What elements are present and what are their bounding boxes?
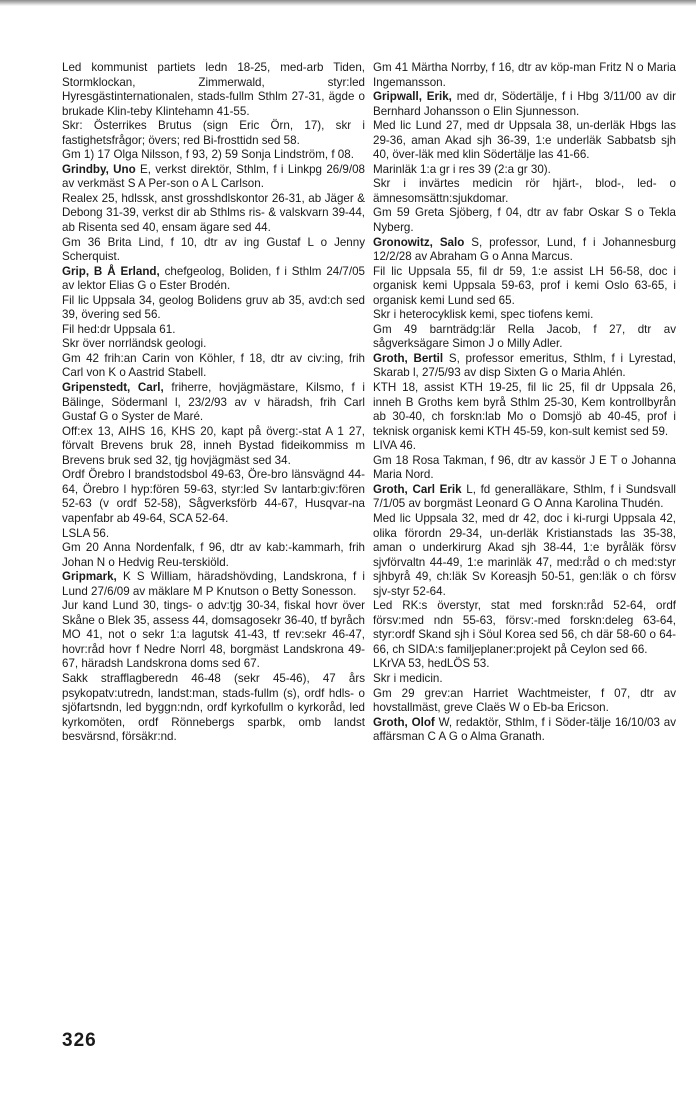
entry-paragraph [62, 570, 365, 599]
entry-paragraph [62, 672, 365, 745]
entry-text: Skr i invärtes medicin rör hjärt-, blod-, led- o ämnesomsättn:sjukdomar. [373, 177, 676, 205]
entry-name: Groth, Olof [373, 715, 435, 729]
entry-text: Skr i heterocyklisk kemi, spec tiofens kemi. [373, 308, 594, 322]
entry-text: Gm 41 Märtha Norrby, f 16, dtr av köp-man Fritz N o Maria Ingemansson. [373, 61, 676, 89]
entry-text: Skr över norrländsk geologi. [62, 337, 207, 351]
entry-paragraph [373, 352, 676, 381]
entry-text: Skr i medicin. [373, 671, 443, 685]
entry-text: Ordf Örebro l brandstodsbol 49-63, Öre-bro länsvägnd 44-64, Örebro l hyp:fören 59-63, styr:led Sv lantarb:giv:fören 52-63 (v ordf 52-58), Sågverksförb 44-67, Husqvar-na vapenfabr ab 49-64, SCA 52-64. [62, 468, 365, 525]
entry-text: Marinläk 1:a gr i res 39 (2:a gr 30). [373, 162, 551, 176]
entry-paragraph [373, 439, 676, 454]
entry-paragraph [62, 323, 365, 338]
entry-text: LSLA 56. [62, 526, 110, 540]
entry-text: Gm 18 Rosa Takman, f 96, dtr av kassör J E T o Johanna Maria Nord. [373, 453, 676, 482]
entry-text: Realex 25, hdlssk, anst grosshdlskontor 26-31, ab Jäger & Debong 31-39, verkst dir ab Sthlms ris- & valskvarn 39-44, ab Risenta sed 40, ensam ägare sed 44. [62, 191, 365, 235]
entry-text: Fil hed:dr Uppsala 61. [62, 322, 176, 336]
entry-paragraph [373, 381, 676, 439]
entry-name: Gripmark, [62, 570, 117, 584]
entry-paragraph [62, 119, 365, 148]
entry-text: Led RK:s överstyr, stat med forskn:råd 52-64, ordf försv:med ndn 55-63, försv:-med forskn:deleg 63-64, styr:ordf Skand sjh i Söul Korea sed 56, ch där 58-60 o 64-66, ch SIDA:s familjeplaner:projekt på Ceylon sed 66. [373, 599, 676, 656]
entry-paragraph [62, 61, 365, 119]
entry-text: W, redaktör, Sthlm, f i Söder-tälje 16/10/03 av affärsman C A G o Alma Granath. [373, 715, 677, 744]
entry-paragraph [373, 454, 676, 483]
entry-paragraph [373, 716, 676, 745]
entry-text: Jur kand Lund 30, tings- o adv:tjg 30-34, fiskal hovr över Skåne o Blek 35, assess 44, domsagosekr 36-40, tf byråch MO 41, not o sekr 1:a lagutsk 41-43, tf rev:sekr 46-47, hovr:råd hovr f Nedre Norrl 48, borgmäst Landskrona 49-67, häradsh Landskrona doms sed 67. [62, 599, 365, 671]
right-column [373, 61, 676, 745]
entry-text: Gm 59 Greta Sjöberg, f 04, dtr av fabr Oskar S o Tekla Nyberg. [373, 206, 676, 235]
entry-paragraph [373, 483, 676, 512]
entry-paragraph [373, 163, 676, 178]
entry-paragraph [373, 687, 676, 716]
entry-paragraph [62, 337, 365, 352]
entry-text: KTH 18, assist KTH 19-25, fil lic 25, fil dr Uppsala 26, inneh B Groths kem byrå Sthlm 25-30, Kem kontrollbyrån ab 30-40, ch forskn:lab Mo o Domsjö ab 40-45, prof i teknisk organisk kemi KTH 45-59, kon-sult kemist sed 59. [373, 381, 676, 438]
entry-paragraph [62, 294, 365, 323]
entry-paragraph [373, 177, 676, 206]
entry-text: Fil lic Uppsala 34, geolog Bolidens gruv ab 35, avd:ch sed 39, övering sed 56. [62, 293, 365, 322]
entry-paragraph [62, 468, 365, 526]
entry-paragraph [373, 206, 676, 235]
entry-name: Grindby, Uno [62, 162, 136, 176]
entry-text: Fil lic Uppsala 55, fil dr 59, 1:e assist LH 56-58, doc i organisk kemi Uppsala 59-63, prof i kemi Oslo 63-65, i organisk kemi Lund sed 65. [373, 264, 676, 307]
entry-paragraph [373, 119, 676, 163]
entry-paragraph [373, 672, 676, 687]
entry-paragraph [373, 512, 676, 599]
entry-paragraph [373, 265, 676, 309]
entry-paragraph [62, 541, 365, 570]
entry-name: Grip, B Å Erland, [62, 264, 160, 278]
entry-paragraph [62, 163, 365, 192]
entry-name: Gronowitz, Salo [373, 235, 465, 249]
entry-paragraph [373, 90, 676, 119]
entry-text: friherre, hovjägmästare, Kilsmo, f i Bälinge, Södermanl l, 23/2/93 av v häradsh, frih Carl Gustaf G o Syster de Maré. [62, 381, 366, 424]
entry-text: Med lic Uppsala 32, med dr 42, doc i ki-rurgi Uppsala 42, olika förordn 29-34, un-derläk Kristianstads las 35-38, aman o underkirurg Akad sjh 38-44, 1:e byråläk försv sjvförvaltn 44-49, 1:e marinläk 47, med:råd o ch med:styr sjhbyrå 49, ch:läk Sv Koreasjh 50-51, gen:läk o ch försv sjv-styr 52-64. [373, 511, 676, 598]
entry-paragraph [62, 148, 365, 163]
entry-text: K S William, häradshövding, Landskrona, f i Lund 27/6/09 av mäklare M P Knutson o Betty Sonesson. [62, 570, 365, 598]
entry-text: Gm 29 grev:an Harriet Wachtmeister, f 07, dtr av hovstallmäst, greve Claës W o Eb-ba Ericson. [373, 686, 676, 715]
entry-name: Groth, Bertil [373, 351, 444, 365]
page-number: 326 [62, 1030, 97, 1051]
entry-paragraph [373, 308, 676, 323]
entry-text: Skr: Österrikes Brutus (sign Eric Örn, 17), skr i fastighetsfrågor; övers; red Bi-frosttidn sed 58. [62, 119, 365, 147]
left-column [62, 61, 365, 745]
entry-paragraph [62, 192, 365, 236]
entry-paragraph [62, 527, 365, 542]
scan-top-edge [0, 0, 696, 6]
entry-text: Gm 1) 17 Olga Nilsson, f 93, 2) 59 Sonja Lindström, f 08. [62, 148, 354, 162]
entry-text: Gm 42 frih:an Carin von Köhler, f 18, dtr av civ:ing, frih Carl von K o Aastrid Stabell. [62, 351, 365, 380]
entry-name: Groth, Carl Erik [373, 482, 462, 496]
entry-paragraph [373, 599, 676, 657]
entry-paragraph [373, 323, 676, 352]
entry-text: chefgeolog, Boliden, f i Sthlm 24/7/05 av lektor Elias G o Ester Brodén. [62, 264, 365, 293]
entry-text: Med lic Lund 27, med dr Uppsala 38, un-derläk Hbgs las 29-36, aman Akad sjh 36-39, 1:e underläk Sabbatsb sjh 40, över-läk med klin Södertälje las 41-66. [373, 119, 676, 162]
entry-paragraph [62, 352, 365, 381]
entry-text: LKrVA 53, hedLÖS 53. [373, 657, 490, 671]
entry-text: Sakk strafflagberedn 46-48 (sekr 45-46), 47 års psykopatv:utredn, landst:man, stads-fullm (s), ordf hdls- o sjöfartsndn, led byggn:ndn, ordf kyrkofullm o kyrkoråd, led kyrkomöten, ordf Rönnebergs sparbk, omb landst besvärsnd, försäkr:nd. [62, 671, 365, 744]
entry-text: Led kommunist partiets ledn 18-25, med-arb Tiden, Stormklockan, Zimmerwald, styr:led Hyresgästinternationalen, stads-fullm Sthlm 27-31, ägde o brukade Klin-teby Klintehamn 41-55. [62, 61, 365, 118]
entry-paragraph [373, 657, 676, 672]
entry-text: med dr, Södertälje, f i Hbg 3/11/00 av dir Bernhard Johansson o Elin Sjunnesson. [373, 90, 676, 118]
entry-text: Gm 49 barnträdg:lär Rella Jacob, f 27, dtr av sågverksägare Simon J o Milly Adler. [373, 322, 676, 351]
entry-text: Gm 20 Anna Nordenfalk, f 96, dtr av kab:-kammarh, frih Johan N o Hedvig Reu-terskiöld. [62, 541, 365, 569]
entry-text: Gm 36 Brita Lind, f 10, dtr av ing Gustaf L o Jenny Scherquist. [62, 235, 365, 264]
entry-paragraph [62, 381, 365, 425]
entry-paragraph [62, 425, 365, 469]
entry-paragraph [373, 61, 676, 90]
entry-paragraph [62, 599, 365, 672]
entry-paragraph [62, 236, 365, 265]
entry-name: Gripwall, Erik, [373, 90, 452, 104]
entry-name: Gripenstedt, Carl, [62, 381, 164, 395]
entry-text: LIVA 46. [373, 439, 416, 453]
entry-text: L, fd generalläkare, Sthlm, f i Sundsvall 7/1/05 av borgmäst Leonard G O Anna Karolina Thudén. [373, 482, 676, 511]
entry-text: S, professor emeritus, Sthlm, f i Lyrestad, Skarab l, 27/5/93 av disp Sixten G o Maria Ahlén. [373, 351, 676, 380]
entry-paragraph [62, 265, 365, 294]
entry-text: S, professor, Lund, f i Johannesburg 12/2/28 av Abraham G o Anna Marcus. [373, 235, 676, 264]
entry-text: E, verkst direktör, Sthlm, f i Linkpg 26/9/08 av verkmäst S A Per-son o A L Carlson. [62, 162, 366, 191]
entry-paragraph [373, 236, 676, 265]
entry-text: Off:ex 13, AIHS 16, KHS 20, kapt på överg:-stat A 1 27, förvalt Brevens bruk 28, inneh Bystad fideikommiss m Brevens bruk sed 32, tjg hovjägmäst sed 34. [62, 424, 365, 467]
